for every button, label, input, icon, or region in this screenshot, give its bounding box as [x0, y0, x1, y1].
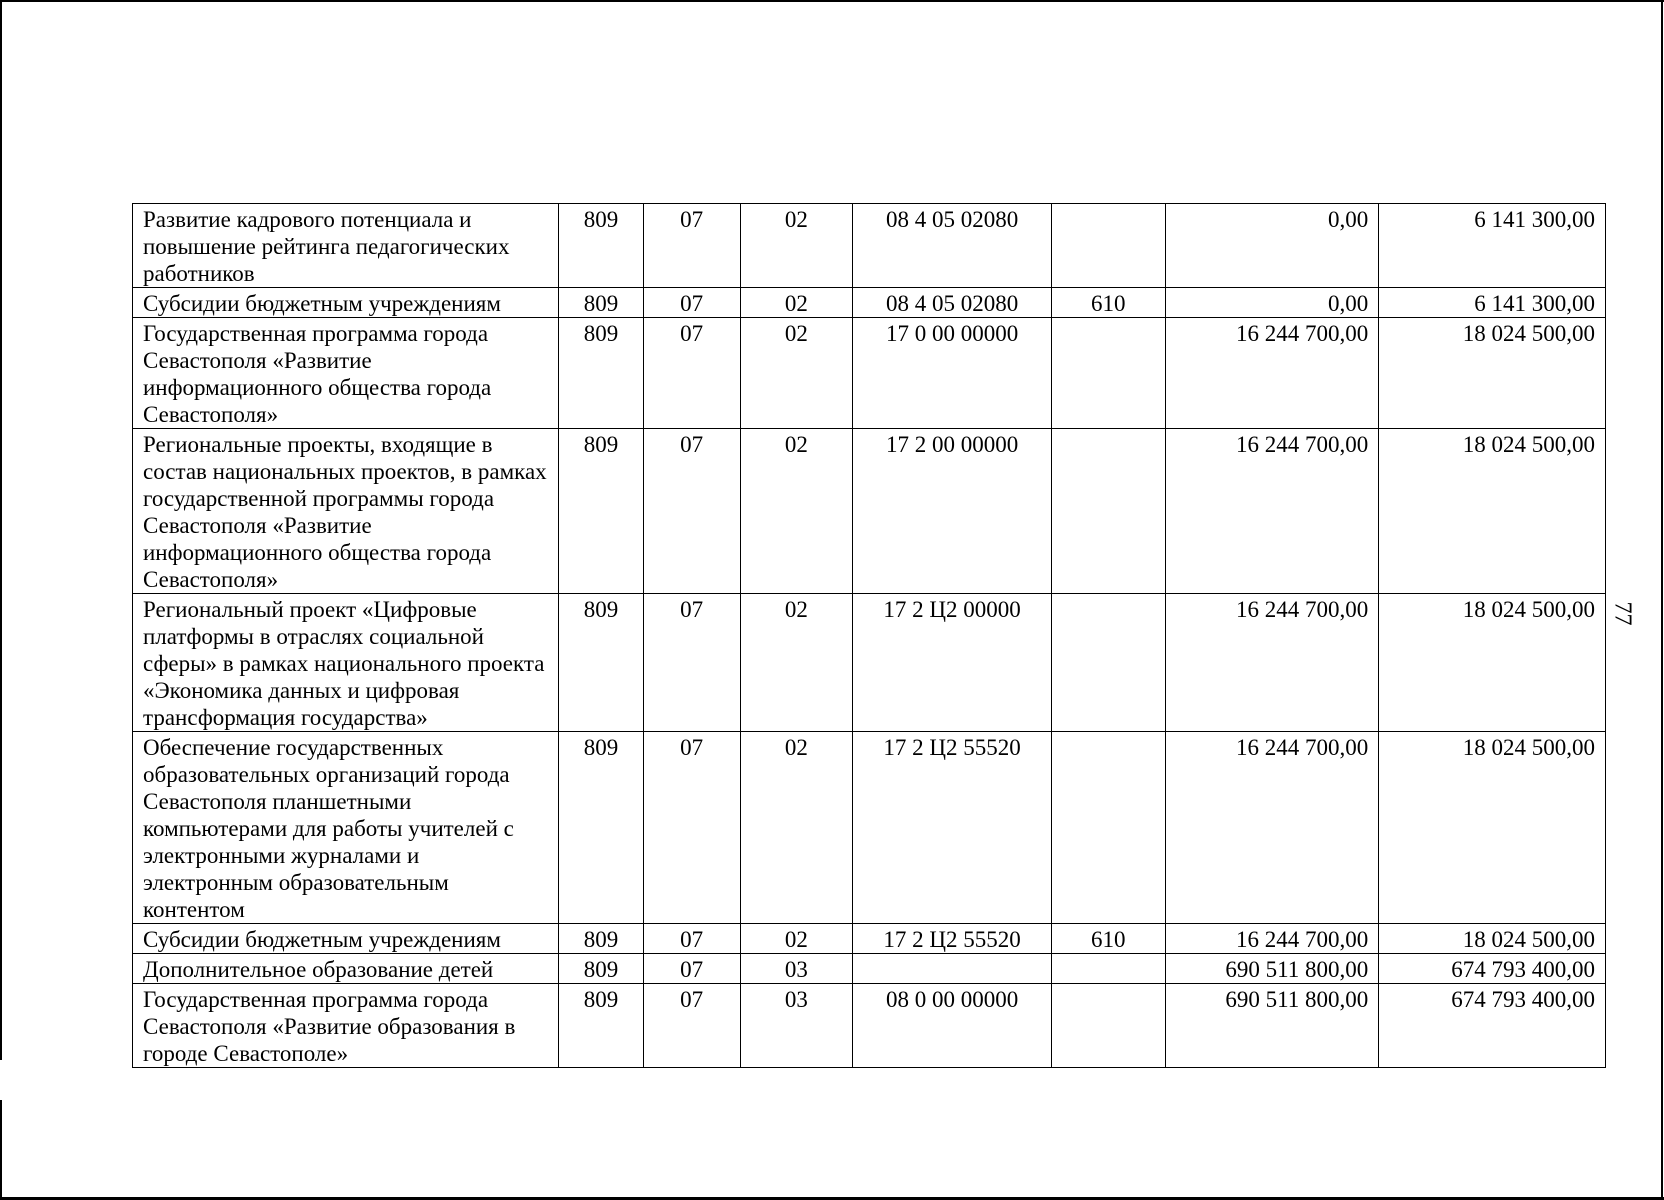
ved-code: 809	[559, 984, 644, 1068]
row-name: Развитие кадрового потенциала и повышение рейтинга педагогических работников	[133, 204, 559, 288]
amount-1: 0,00	[1165, 288, 1379, 318]
amount-2: 18 024 500,00	[1379, 732, 1606, 924]
subsection-code: 02	[740, 429, 853, 594]
row-name: Обеспечение государственных образовательных организаций города Севастополя планшетными компьютерами для работы учителей с электронными журналами и электронным образовательным контентом	[133, 732, 559, 924]
subsection-code: 03	[740, 954, 853, 984]
amount-2: 6 141 300,00	[1379, 204, 1606, 288]
scan-edge-right	[1661, 0, 1663, 1200]
amount-2: 674 793 400,00	[1379, 954, 1606, 984]
amount-2: 6 141 300,00	[1379, 288, 1606, 318]
target-article-code: 17 0 00 00000	[853, 318, 1051, 429]
amount-1: 16 244 700,00	[1165, 318, 1379, 429]
table-row	[133, 204, 1606, 288]
amount-1: 16 244 700,00	[1165, 429, 1379, 594]
target-article-code: 08 4 05 02080	[853, 204, 1051, 288]
subsection-code: 02	[740, 318, 853, 429]
ved-code: 809	[559, 924, 644, 954]
scan-edge-left-lower	[0, 1100, 2, 1200]
table-row	[133, 732, 1606, 924]
amount-2: 674 793 400,00	[1379, 984, 1606, 1068]
row-name: Региональный проект «Цифровые платформы в отраслях социальной сферы» в рамках национального проекта «Экономика данных и цифровая трансформация государства»	[133, 594, 559, 732]
ved-code: 809	[559, 594, 644, 732]
subsection-code: 02	[740, 204, 853, 288]
ved-code: 809	[559, 954, 644, 984]
table-row	[133, 288, 1606, 318]
target-article-code: 17 2 Ц2 55520	[853, 924, 1051, 954]
amount-2: 18 024 500,00	[1379, 429, 1606, 594]
section-code: 07	[643, 732, 740, 924]
subsection-code: 02	[740, 288, 853, 318]
section-code: 07	[643, 288, 740, 318]
expense-type-code: 610	[1051, 288, 1165, 318]
target-article-code: 08 4 05 02080	[853, 288, 1051, 318]
subsection-code: 02	[740, 594, 853, 732]
page-number: 77	[1609, 601, 1636, 626]
ved-code: 809	[559, 288, 644, 318]
ved-code: 809	[559, 429, 644, 594]
scan-edge-left	[0, 0, 2, 1060]
row-name: Государственная программа города Севастополя «Развитие образования в городе Севастополе»	[133, 984, 559, 1068]
table-row	[133, 924, 1606, 954]
amount-1: 690 511 800,00	[1165, 954, 1379, 984]
target-article-code: 17 2 Ц2 55520	[853, 732, 1051, 924]
table-row	[133, 594, 1606, 732]
scan-edge-top	[0, 0, 1664, 2]
table-row	[133, 429, 1606, 594]
amount-2: 18 024 500,00	[1379, 318, 1606, 429]
amount-2: 18 024 500,00	[1379, 924, 1606, 954]
subsection-code: 02	[740, 924, 853, 954]
amount-1: 16 244 700,00	[1165, 732, 1379, 924]
target-article-code	[853, 954, 1051, 984]
amount-1: 0,00	[1165, 204, 1379, 288]
expense-type-code: 610	[1051, 924, 1165, 954]
row-name: Региональные проекты, входящие в состав национальных проектов, в рамках государственной программы города Севастополя «Развитие информационного общества города Севастополя»	[133, 429, 559, 594]
ved-code: 809	[559, 318, 644, 429]
target-article-code: 17 2 Ц2 00000	[853, 594, 1051, 732]
expense-type-code	[1051, 318, 1165, 429]
row-name: Дополнительное образование детей	[133, 954, 559, 984]
section-code: 07	[643, 594, 740, 732]
expense-type-code	[1051, 204, 1165, 288]
section-code: 07	[643, 924, 740, 954]
ved-code: 809	[559, 732, 644, 924]
ved-code: 809	[559, 204, 644, 288]
subsection-code: 02	[740, 732, 853, 924]
row-name: Государственная программа города Севастополя «Развитие информационного общества города Севастополя»	[133, 318, 559, 429]
expense-type-code	[1051, 594, 1165, 732]
expense-type-code	[1051, 732, 1165, 924]
expense-type-code	[1051, 954, 1165, 984]
row-name: Субсидии бюджетным учреждениям	[133, 288, 559, 318]
row-name: Субсидии бюджетным учреждениям	[133, 924, 559, 954]
section-code: 07	[643, 984, 740, 1068]
amount-1: 16 244 700,00	[1165, 594, 1379, 732]
section-code: 07	[643, 429, 740, 594]
table-row	[133, 318, 1606, 429]
section-code: 07	[643, 318, 740, 429]
amount-1: 690 511 800,00	[1165, 984, 1379, 1068]
subsection-code: 03	[740, 984, 853, 1068]
section-code: 07	[643, 204, 740, 288]
table-row	[133, 984, 1606, 1068]
amount-1: 16 244 700,00	[1165, 924, 1379, 954]
expense-type-code	[1051, 984, 1165, 1068]
budget-table	[132, 203, 1606, 1068]
target-article-code: 08 0 00 00000	[853, 984, 1051, 1068]
target-article-code: 17 2 00 00000	[853, 429, 1051, 594]
amount-2: 18 024 500,00	[1379, 594, 1606, 732]
expense-type-code	[1051, 429, 1165, 594]
table-row	[133, 954, 1606, 984]
section-code: 07	[643, 954, 740, 984]
